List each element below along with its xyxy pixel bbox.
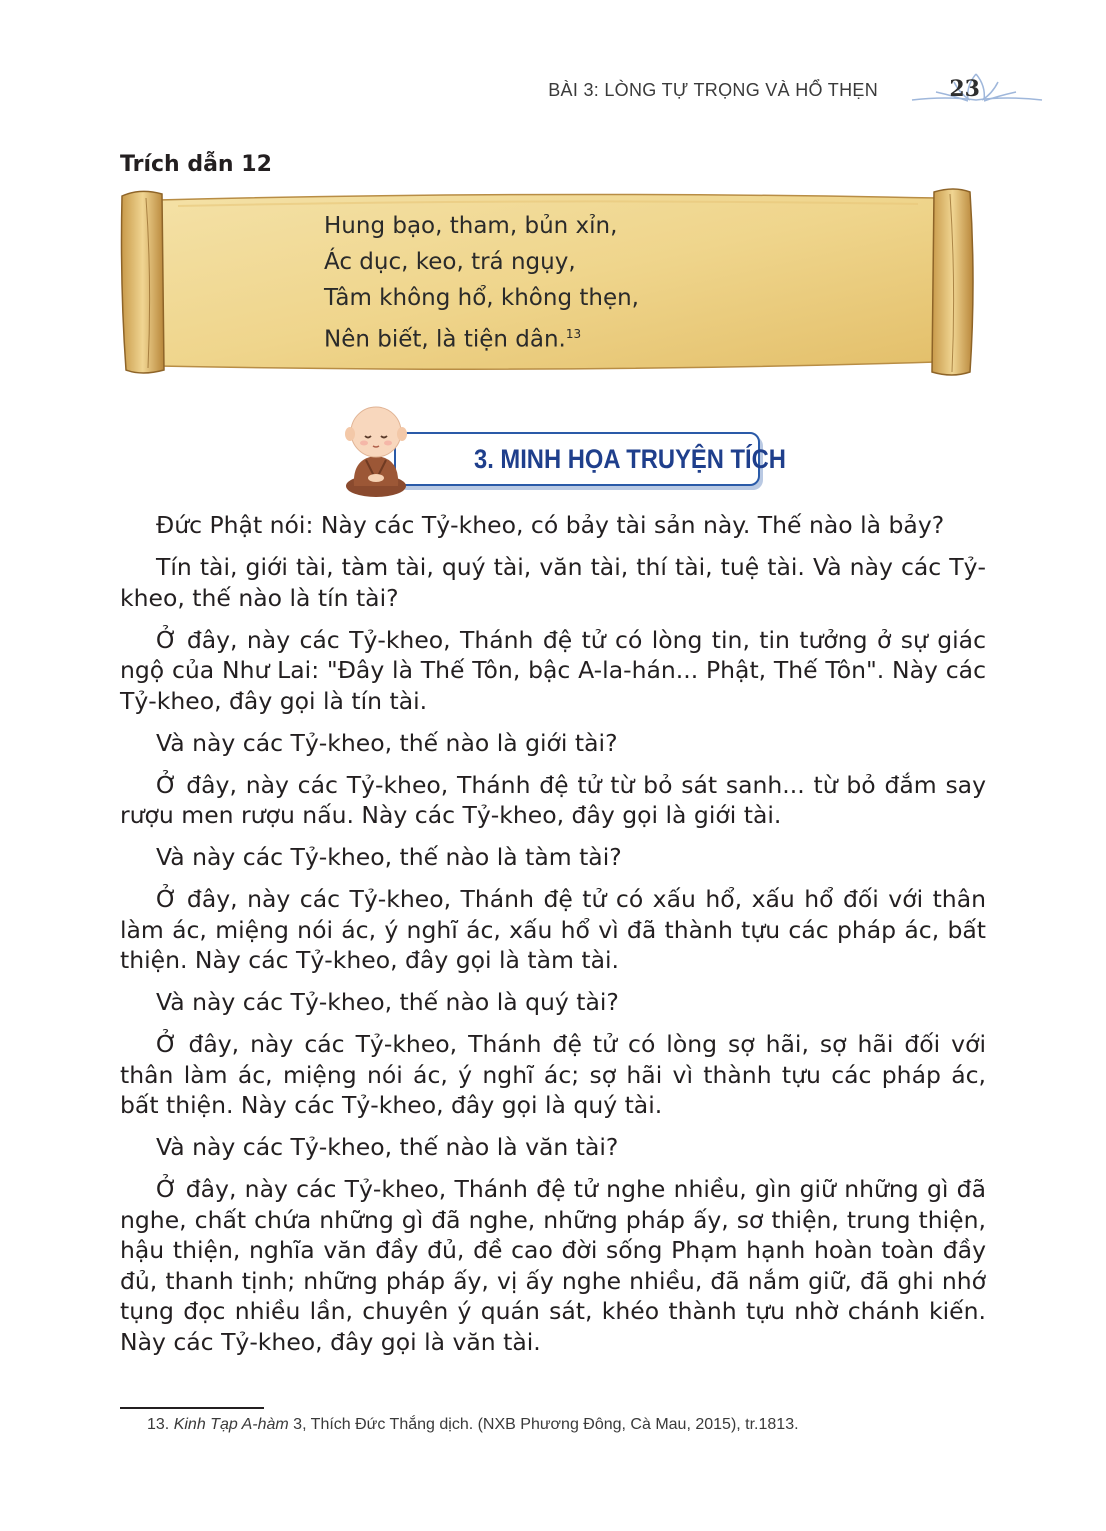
paragraph: Và này các Tỷ-kheo, thế nào là giới tài? xyxy=(156,728,618,757)
paragraph: Ở đây, này các Tỷ-kheo, Thánh đệ tử có xấu hổ, xấu hổ đối với thân làm ác, miệng nói ác, ý nghĩ ác, xấu hổ vì đã thành tựu các pháp ác, bất thiện. Này các Tỷ-kheo, đây gọi là tàm tài. xyxy=(120,885,986,974)
paragraph: Ở đây, này các Tỷ-kheo, Thánh đệ tử nghe nhiều, gìn giữ những gì đã nghe, chất chứa những gì đã nghe, những pháp ấy, sơ thiện, trung thiện, hậu thiện, nghĩa văn đầy đủ, đề cao đời sống Phạm hạnh hoàn toàn đầy đủ, thanh tịnh; những pháp ấy, vị ấy nghe nhiều, đã nắm giữ, đã ghi nhớ tụng đọc nhiều lần, chuyên ý quán sát, khéo thành tựu nhờ chánh kiến. Này các Tỷ-kheo, đây gọi là văn tài. xyxy=(120,1175,986,1356)
section-title: 3. MINH HỌA TRUYỆN TÍCH xyxy=(474,444,786,474)
running-header xyxy=(0,70,1046,110)
poem-line: Hung bạo, tham, bủn xỉn, xyxy=(324,213,618,239)
quote-heading: Trích dẫn 12 xyxy=(120,152,272,177)
footnote-divider xyxy=(120,1407,264,1409)
paragraph: Ở đây, này các Tỷ-kheo, Thánh đệ tử có lòng sợ hãi, sợ hãi đối với thân làm ác, miệng nói ác, ý nghĩ ác; sợ hãi vì thành tựu các pháp ác, bất thiện. Này các Tỷ-kheo, đây gọi là quý tài. xyxy=(120,1030,986,1119)
poem xyxy=(324,208,639,358)
poem-line-text: Nên biết, là tiện dân. xyxy=(324,326,566,353)
footnote-number: 13. xyxy=(147,1416,170,1433)
page-number: 23 xyxy=(949,76,980,102)
chapter-title: BÀI 3: LÒNG TỰ TRỌNG VÀ HỔ THẸN xyxy=(548,80,878,100)
section-title-box xyxy=(394,432,786,486)
paragraph: Và này các Tỷ-kheo, thế nào là quý tài? xyxy=(156,988,619,1016)
paragraph: Và này các Tỷ-kheo, thế nào là văn tài? xyxy=(156,1133,619,1161)
paragraph: Tín tài, giới tài, tàm tài, quý tài, văn tài, thí tài, tuệ tài. Và này các Tỷ-kheo, thế nào là tín tài? xyxy=(120,553,986,612)
monk-icon xyxy=(336,400,416,500)
footnote-citation: 3, Thích Đức Thắng dịch. (NXB Phương Đông, Cà Mau, 2015), tr.1813. xyxy=(288,1416,799,1433)
quote-scroll xyxy=(118,186,978,378)
section-heading xyxy=(336,400,786,500)
paragraph: Ở đây, này các Tỷ-kheo, Thánh đệ tử có lòng tin, tin tưởng ở sự giác ngộ của Như Lai: "Đây là Thế Tôn, bậc A-la-hán... Phật, Thế Tôn". Này các Tỷ-kheo, đây gọi là tín tài. xyxy=(120,625,986,715)
story-body xyxy=(120,510,986,1369)
footnote xyxy=(147,1416,799,1434)
paragraph: Đức Phật nói: Này các Tỷ-kheo, có bảy tài sản này. Thế nào là bảy? xyxy=(156,511,945,539)
paragraph: Và này các Tỷ-kheo, thế nào là tàm tài? xyxy=(156,843,622,871)
footnote-reference: 13 xyxy=(565,327,582,341)
footnote-book-title: Kinh Tạp A-hàm xyxy=(173,1416,289,1433)
poem-line-last xyxy=(324,316,639,358)
paragraph: Ở đây, này các Tỷ-kheo, Thánh đệ tử từ bỏ sát sanh... từ bỏ đắm say rượu men rượu nấu. Này các Tỷ-kheo, đây gọi là giới tài. xyxy=(120,770,986,829)
poem-line: Ác dục, keo, trá ngụy, xyxy=(324,249,576,275)
poem-line: Tâm không hổ, không thẹn, xyxy=(324,285,639,311)
